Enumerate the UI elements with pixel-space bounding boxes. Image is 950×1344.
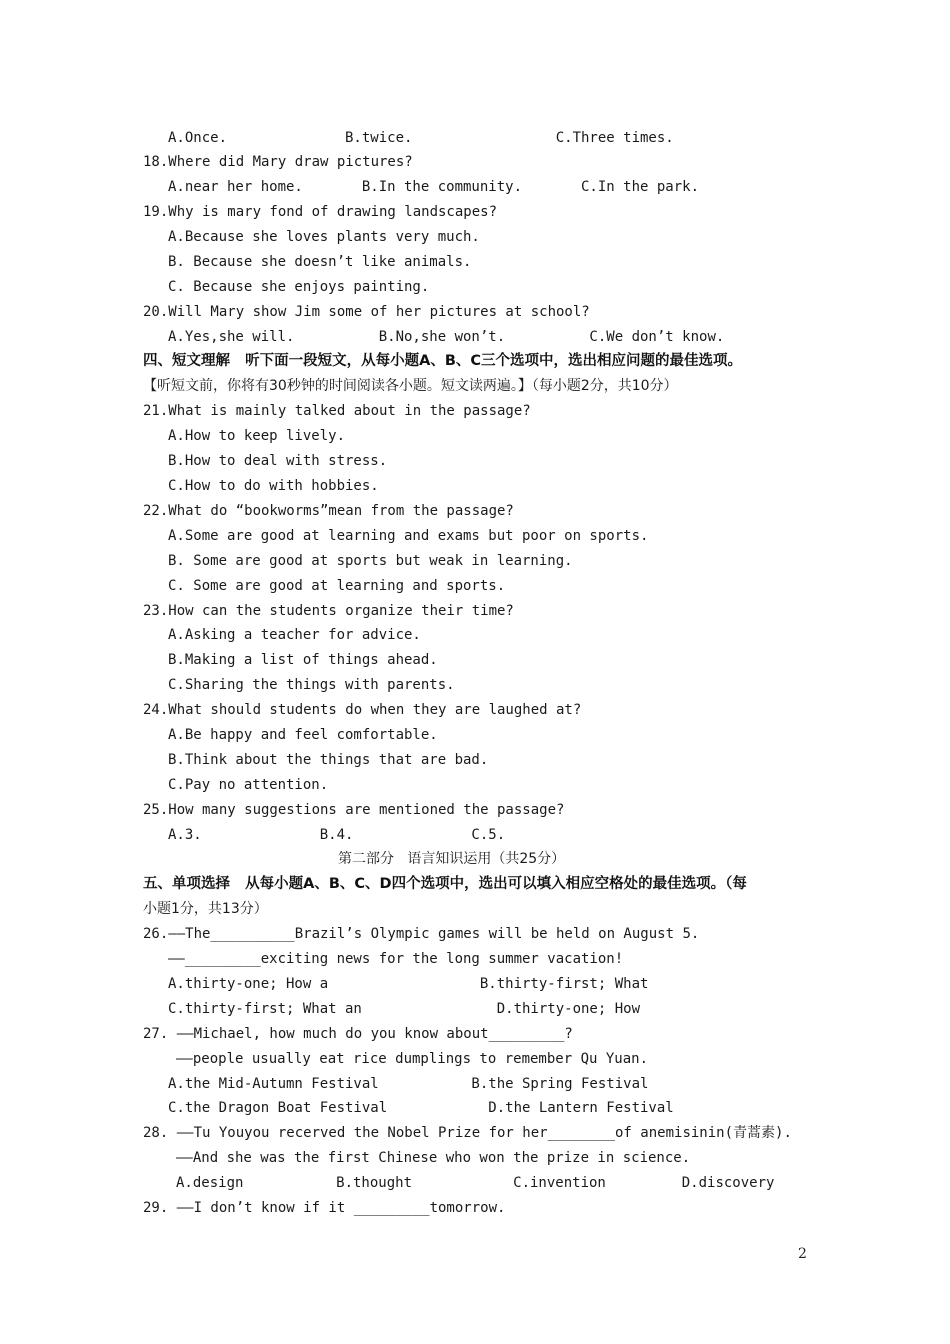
q29-question: 29. ——I don’t know if it _________tomorrow. bbox=[143, 1200, 506, 1216]
q17-options: A.Once. B.twice. C.Three times. bbox=[168, 130, 674, 146]
section-4-instructions: 【听短文前，你将有30秒钟的时间阅读各小题。短文读两遍。】（每小题2分，共10分） bbox=[143, 378, 678, 394]
q28-response: ——And she was the first Chinese who won the prize in science. bbox=[176, 1150, 691, 1166]
q26-question: 26.——The__________Brazil’s Olympic games will be held on August 5. bbox=[143, 926, 700, 942]
q27-options-cd: C.the Dragon Boat Festival D.the Lantern Festival bbox=[168, 1100, 674, 1116]
page-number: 2 bbox=[798, 1246, 807, 1262]
q22-option-b: B. Some are good at sports but weak in learning. bbox=[168, 553, 573, 569]
q27-options-ab: A.the Mid-Autumn Festival B.the Spring Festival bbox=[168, 1076, 649, 1092]
q22-option-a: A.Some are good at learning and exams but poor on sports. bbox=[168, 528, 649, 544]
q23-option-b: B.Making a list of things ahead. bbox=[168, 652, 438, 668]
q19-question: 19.Why is mary fond of drawing landscapes? bbox=[143, 204, 498, 220]
q23-question: 23.How can the students organize their time? bbox=[143, 603, 514, 619]
q26-response: ——_________exciting news for the long summer vacation! bbox=[168, 951, 624, 967]
q22-option-c: C. Some are good at learning and sports. bbox=[168, 578, 506, 594]
section-4-heading: 四、短文理解 听下面一段短文，从每小题A、B、C三个选项中，选出相应问题的最佳选项。 bbox=[143, 353, 743, 369]
q23-option-a: A.Asking a teacher for advice. bbox=[168, 627, 421, 643]
part-2-title: 第二部分 语言知识运用（共25分） bbox=[338, 851, 566, 867]
q27-question: 27. ——Michael, how much do you know about_________? bbox=[143, 1026, 573, 1042]
q20-question: 20.Will Mary show Jim some of her pictures at school? bbox=[143, 304, 590, 320]
q25-question: 25.How many suggestions are mentioned the passage? bbox=[143, 802, 565, 818]
q19-option-b: B. Because she doesn’t like animals. bbox=[168, 254, 472, 270]
q22-question: 22.What do “bookworms”mean from the passage? bbox=[143, 503, 514, 519]
q21-option-c: C.How to do with hobbies. bbox=[168, 478, 379, 494]
q26-options-cd: C.thirty-first; What an D.thirty-one; How bbox=[168, 1001, 641, 1017]
q28-options: A.design B.thought C.invention D.discovery bbox=[176, 1175, 775, 1191]
section-5-heading: 五、单项选择 从每小题A、B、C、D四个选项中，选出可以填入相应空格处的最佳选项。（每 bbox=[143, 876, 747, 892]
q25-options: A.3. B.4. C.5. bbox=[168, 827, 506, 843]
q23-option-c: C.Sharing the things with parents. bbox=[168, 677, 455, 693]
q28-question: 28. ——Tu Youyou recerved the Nobel Prize for her________of anemisinin(青蒿素). bbox=[143, 1125, 792, 1141]
q21-question: 21.What is mainly talked about in the passage? bbox=[143, 403, 531, 419]
q24-option-a: A.Be happy and feel comfortable. bbox=[168, 727, 438, 743]
q19-option-c: C. Because she enjoys painting. bbox=[168, 279, 430, 295]
q26-options-ab: A.thirty-one; How a B.thirty-first; What bbox=[168, 976, 649, 992]
q19-option-a: A.Because she loves plants very much. bbox=[168, 229, 480, 245]
q24-question: 24.What should students do when they are laughed at? bbox=[143, 702, 582, 718]
q18-question: 18.Where did Mary draw pictures? bbox=[143, 154, 413, 170]
q24-option-c: C.Pay no attention. bbox=[168, 777, 329, 793]
q24-option-b: B.Think about the things that are bad. bbox=[168, 752, 489, 768]
q21-option-b: B.How to deal with stress. bbox=[168, 453, 388, 469]
section-5-scoring: 小题1分，共13分） bbox=[143, 901, 268, 917]
q20-options: A.Yes,she will. B.No,she won’t. C.We don’t know. bbox=[168, 329, 725, 345]
q21-option-a: A.How to keep lively. bbox=[168, 428, 346, 444]
q27-response: ——people usually eat rice dumplings to remember Qu Yuan. bbox=[176, 1051, 649, 1067]
q18-options: A.near her home. B.In the community. C.In the park. bbox=[168, 179, 700, 195]
